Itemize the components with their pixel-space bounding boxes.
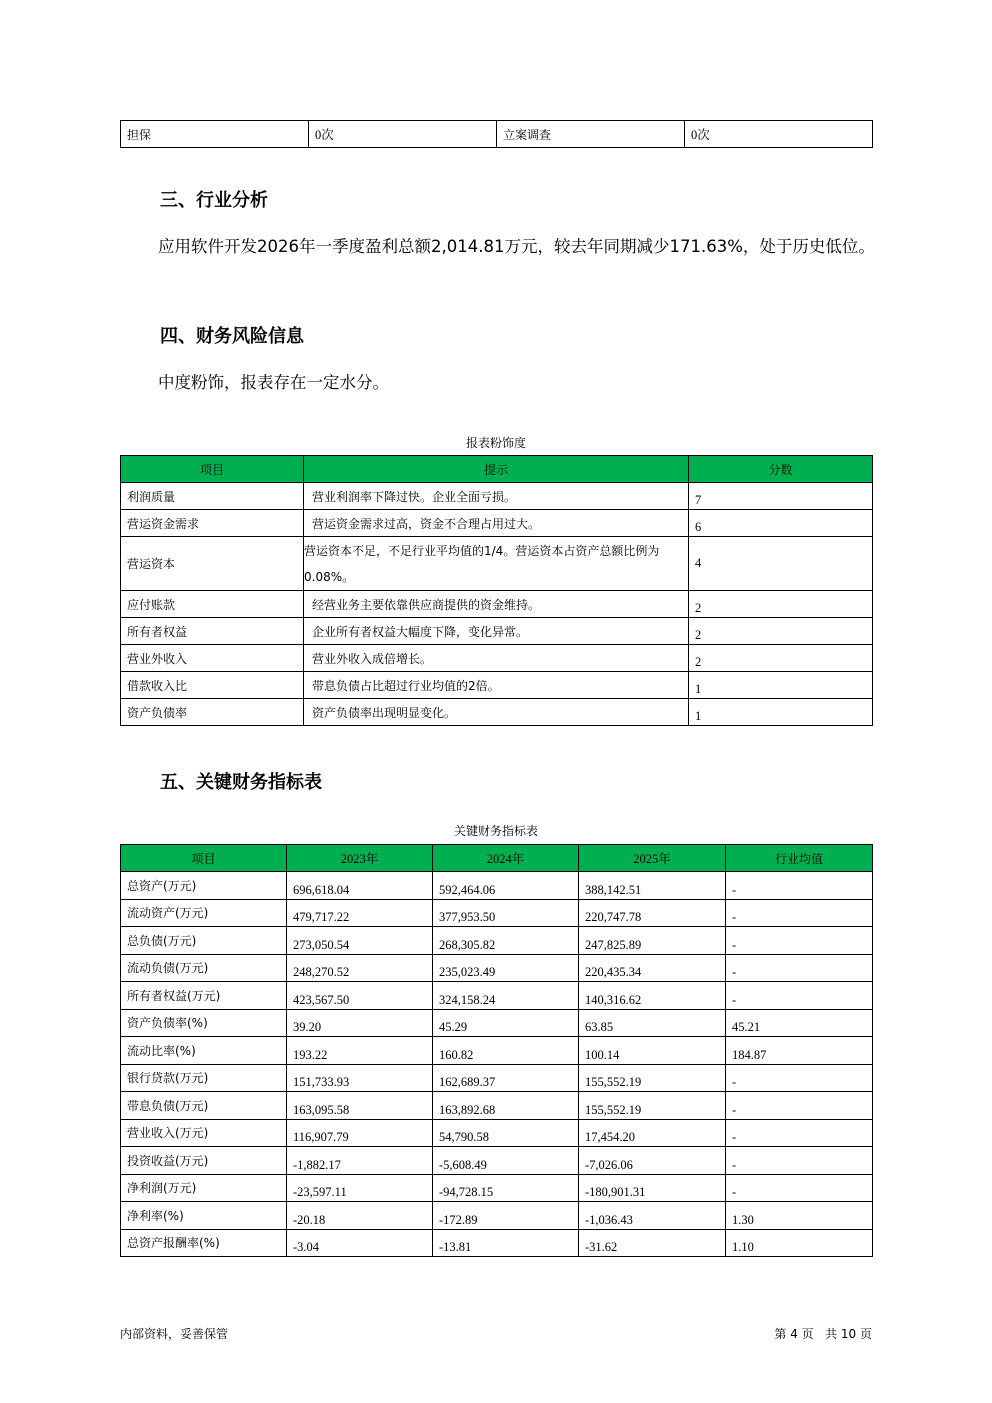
risk-row-item: 营运资金需求 bbox=[121, 510, 304, 537]
indicator-value-2024: 162,689.37 bbox=[433, 1064, 579, 1092]
indicator-value-2023: 39.20 bbox=[287, 1009, 433, 1037]
indicator-item: 带息负债(万元) bbox=[121, 1092, 287, 1120]
top-cell-investigation-count: 0次 bbox=[685, 121, 873, 148]
indicator-header-2024: 2024年 bbox=[433, 845, 579, 872]
risk-row-item: 资产负债率 bbox=[121, 699, 304, 726]
risk-row-hint: 营业利润率下降过快。企业全面亏损。 bbox=[304, 483, 689, 510]
indicator-value-2024: 592,464.06 bbox=[433, 872, 579, 900]
section3-heading: 三、行业分析 bbox=[160, 190, 268, 211]
indicator-table-body bbox=[121, 872, 873, 1257]
table-row bbox=[121, 1147, 873, 1175]
indicator-value-2023: 193.22 bbox=[287, 1037, 433, 1065]
risk-row-item: 所有者权益 bbox=[121, 618, 304, 645]
indicator-value-2025: 388,142.51 bbox=[579, 872, 726, 900]
risk-row-item: 营业外收入 bbox=[121, 645, 304, 672]
section4-paragraph: 中度粉饰，报表存在一定水分。 bbox=[158, 373, 389, 392]
table-row bbox=[121, 872, 873, 900]
indicator-value-2025: 155,552.19 bbox=[579, 1064, 726, 1092]
risk-row-hint: 资产负债率出现明显变化。 bbox=[304, 699, 689, 726]
top-cell-guarantee: 担保 bbox=[121, 121, 309, 148]
indicator-value-2025: -7,026.06 bbox=[579, 1147, 726, 1175]
indicator-value-2025: 155,552.19 bbox=[579, 1092, 726, 1120]
indicator-header-item: 项目 bbox=[121, 845, 287, 872]
indicator-value-2023: 116,907.79 bbox=[287, 1119, 433, 1147]
indicator-table bbox=[120, 844, 873, 1257]
indicator-value-2025: 100.14 bbox=[579, 1037, 726, 1065]
indicator-value-2025: 220,747.78 bbox=[579, 899, 726, 927]
indicator-value-industry-avg: 184.87 bbox=[726, 1037, 873, 1065]
indicator-item: 营业收入(万元) bbox=[121, 1119, 287, 1147]
indicator-value-2025: 17,454.20 bbox=[579, 1119, 726, 1147]
footer-page-number: 第 4 页 共 10 页 bbox=[774, 1327, 872, 1341]
indicator-value-2024: 45.29 bbox=[433, 1009, 579, 1037]
risk-row-hint: 营运资本不足，不足行业平均值的1/4。营运资本占资产总额比例为0.08%。 bbox=[304, 537, 689, 591]
table-row bbox=[121, 1202, 873, 1230]
indicator-value-industry-avg: 1.30 bbox=[726, 1202, 873, 1230]
indicator-value-2023: 423,567.50 bbox=[287, 982, 433, 1010]
indicator-value-2025: 247,825.89 bbox=[579, 927, 726, 955]
indicator-value-2023: -20.18 bbox=[287, 1202, 433, 1230]
table-row bbox=[121, 1064, 873, 1092]
indicator-value-industry-avg: - bbox=[726, 1092, 873, 1120]
risk-row-item: 营运资本 bbox=[121, 537, 304, 591]
table-row bbox=[121, 954, 873, 982]
indicator-value-industry-avg: - bbox=[726, 1147, 873, 1175]
indicator-value-2024: -13.81 bbox=[433, 1229, 579, 1257]
indicator-item: 净利率(%) bbox=[121, 1202, 287, 1230]
indicator-item: 流动比率(%) bbox=[121, 1037, 287, 1065]
indicator-value-2024: 163,892.68 bbox=[433, 1092, 579, 1120]
indicator-value-2024: 324,158.24 bbox=[433, 982, 579, 1010]
indicator-value-industry-avg: - bbox=[726, 982, 873, 1010]
indicator-value-2024: 268,305.82 bbox=[433, 927, 579, 955]
indicator-value-2024: -172.89 bbox=[433, 1202, 579, 1230]
risk-row-score: 1 bbox=[689, 699, 873, 726]
section3-paragraph: 应用软件开发2026年一季度盈利总额2,014.81万元，较去年同期减少171.63%，处于历史低位。 bbox=[158, 237, 875, 256]
risk-row-item: 应付账款 bbox=[121, 591, 304, 618]
section4-heading: 四、财务风险信息 bbox=[160, 326, 304, 347]
indicator-value-industry-avg: - bbox=[726, 954, 873, 982]
indicator-item: 所有者权益(万元) bbox=[121, 982, 287, 1010]
risk-header-item: 项目 bbox=[121, 456, 304, 483]
risk-row-score: 4 bbox=[689, 537, 873, 591]
top-cell-investigation: 立案调查 bbox=[497, 121, 685, 148]
risk-header-hint: 提示 bbox=[304, 456, 689, 483]
indicator-item: 流动资产(万元) bbox=[121, 899, 287, 927]
indicator-value-2025: 140,316.62 bbox=[579, 982, 726, 1010]
table-row bbox=[121, 1119, 873, 1147]
indicator-value-2025: -1,036.43 bbox=[579, 1202, 726, 1230]
top-table bbox=[120, 120, 873, 148]
indicator-value-2025: -180,901.31 bbox=[579, 1174, 726, 1202]
indicator-value-2024: 54,790.58 bbox=[433, 1119, 579, 1147]
table-row bbox=[121, 1174, 873, 1202]
table-row bbox=[121, 1009, 873, 1037]
table-row bbox=[121, 1229, 873, 1257]
risk-row-hint: 企业所有者权益大幅度下降，变化异常。 bbox=[304, 618, 689, 645]
table-row bbox=[121, 927, 873, 955]
indicator-value-industry-avg: - bbox=[726, 899, 873, 927]
risk-row-hint: 经营业务主要依靠供应商提供的资金维持。 bbox=[304, 591, 689, 618]
table-row bbox=[121, 1092, 873, 1120]
indicator-value-industry-avg: - bbox=[726, 1174, 873, 1202]
risk-table bbox=[120, 455, 873, 726]
indicator-value-2023: -3.04 bbox=[287, 1229, 433, 1257]
table-row bbox=[121, 899, 873, 927]
indicator-item: 总资产报酬率(%) bbox=[121, 1229, 287, 1257]
risk-row-score: 2 bbox=[689, 591, 873, 618]
indicator-value-2023: -23,597.11 bbox=[287, 1174, 433, 1202]
risk-header-score: 分数 bbox=[689, 456, 873, 483]
risk-row-score: 6 bbox=[689, 510, 873, 537]
risk-row-score: 2 bbox=[689, 618, 873, 645]
indicator-item: 总负债(万元) bbox=[121, 927, 287, 955]
footer-confidential: 内部资料，妥善保管 bbox=[120, 1327, 229, 1341]
indicator-header-2023: 2023年 bbox=[287, 845, 433, 872]
indicator-value-2023: -1,882.17 bbox=[287, 1147, 433, 1175]
indicator-value-2024: 377,953.50 bbox=[433, 899, 579, 927]
indicator-item: 投资收益(万元) bbox=[121, 1147, 287, 1175]
indicator-header-2025: 2025年 bbox=[579, 845, 726, 872]
indicator-value-2024: -5,608.49 bbox=[433, 1147, 579, 1175]
risk-row-hint: 带息负债占比超过行业均值的2倍。 bbox=[304, 672, 689, 699]
risk-row-score: 2 bbox=[689, 645, 873, 672]
indicator-item: 资产负债率(%) bbox=[121, 1009, 287, 1037]
indicator-value-industry-avg: - bbox=[726, 1119, 873, 1147]
indicator-value-2024: 235,023.49 bbox=[433, 954, 579, 982]
risk-row-item: 利润质量 bbox=[121, 483, 304, 510]
indicator-value-industry-avg: 1.10 bbox=[726, 1229, 873, 1257]
table-row bbox=[121, 982, 873, 1010]
indicator-table-caption: 关键财务指标表 bbox=[453, 824, 538, 838]
indicator-value-industry-avg: - bbox=[726, 927, 873, 955]
top-cell-guarantee-count: 0次 bbox=[309, 121, 497, 148]
indicator-value-2023: 163,095.58 bbox=[287, 1092, 433, 1120]
indicator-value-industry-avg: - bbox=[726, 1064, 873, 1092]
indicator-value-2023: 479,717.22 bbox=[287, 899, 433, 927]
indicator-item: 流动负债(万元) bbox=[121, 954, 287, 982]
risk-row-score: 1 bbox=[689, 672, 873, 699]
risk-row-hint: 营运资金需求过高，资金不合理占用过大。 bbox=[304, 510, 689, 537]
indicator-value-2025: -31.62 bbox=[579, 1229, 726, 1257]
indicator-value-2023: 248,270.52 bbox=[287, 954, 433, 982]
risk-row-item: 借款收入比 bbox=[121, 672, 304, 699]
indicator-header-industry-avg: 行业均值 bbox=[726, 845, 873, 872]
indicator-value-industry-avg: - bbox=[726, 872, 873, 900]
risk-row-hint: 营业外收入成倍增长。 bbox=[304, 645, 689, 672]
indicator-value-2025: 220,435.34 bbox=[579, 954, 726, 982]
section5-heading: 五、关键财务指标表 bbox=[160, 772, 322, 793]
indicator-value-2023: 273,050.54 bbox=[287, 927, 433, 955]
indicator-value-2024: 160.82 bbox=[433, 1037, 579, 1065]
risk-row-score: 7 bbox=[689, 483, 873, 510]
risk-table-caption: 报表粉饰度 bbox=[465, 436, 526, 450]
indicator-item: 净利润(万元) bbox=[121, 1174, 287, 1202]
indicator-item: 银行贷款(万元) bbox=[121, 1064, 287, 1092]
table-row bbox=[121, 1037, 873, 1065]
indicator-value-2024: -94,728.15 bbox=[433, 1174, 579, 1202]
indicator-item: 总资产(万元) bbox=[121, 872, 287, 900]
indicator-value-2023: 696,618.04 bbox=[287, 872, 433, 900]
indicator-value-2025: 63.85 bbox=[579, 1009, 726, 1037]
indicator-value-industry-avg: 45.21 bbox=[726, 1009, 873, 1037]
indicator-value-2023: 151,733.93 bbox=[287, 1064, 433, 1092]
